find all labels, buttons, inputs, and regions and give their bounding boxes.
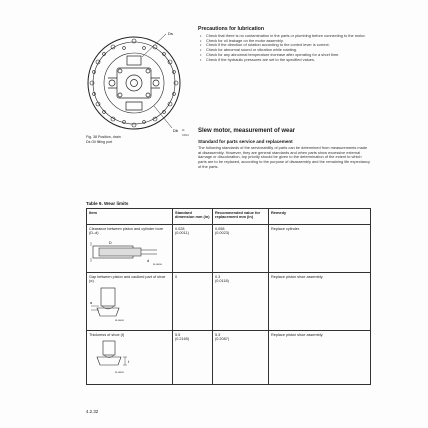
- list-item: • Check that there is no contamination in the parts or plumbing before connecting to the motor.: [206, 34, 366, 39]
- cell-standard: 0.028 (0.0011): [173, 225, 213, 273]
- list-item: • Check for any abnormal temperature increase after operating for a short time.: [206, 53, 366, 58]
- header-remedy: Remedy: [269, 209, 371, 225]
- precautions-title: Precautions for lubrication: [198, 26, 265, 32]
- fig-ref: W-16626: [115, 319, 124, 322]
- fig-label-alpha: α: [90, 300, 93, 305]
- cell-remedy: Replace cylinder.: [269, 225, 371, 273]
- cell-standard: 0: [173, 273, 213, 331]
- table-header-row: [87, 209, 371, 225]
- shoe-thickness-figure: [89, 339, 171, 375]
- header-standard: Standard dimension mm (in): [173, 209, 213, 225]
- section-title: Slew motor, measurement of wear: [198, 128, 296, 134]
- cell-recommended: 0.058 (0.0023): [213, 225, 269, 273]
- wear-limits-table: [86, 208, 371, 385]
- label-db: Db: [173, 128, 179, 133]
- cell-standard: 5.5 (0.2165): [173, 331, 213, 385]
- fig-ref: W-16625: [115, 372, 124, 374]
- cell-item: Gap between piston and caulked part of shoe (α) α W-16626: [87, 273, 173, 331]
- label-ds: Ds: [168, 31, 173, 36]
- figure-caption: Fig. 38 Position, drain Ds Oil filling port W-16624: [86, 129, 189, 144]
- piston-shoe-gap-figure: [89, 286, 171, 322]
- table-row: [87, 331, 371, 385]
- list-item: • Check for abnormal sound or vibration while rotating.: [206, 48, 366, 53]
- slew-motor-figure: [82, 26, 192, 136]
- cell-recommended: 0.3 (0.0118): [213, 273, 269, 331]
- piston-cylinder-figure: [89, 238, 171, 266]
- section-subtitle: Standard for parts service and replacement: [198, 139, 293, 144]
- wear-section: [198, 128, 370, 170]
- fig-label-d-lower: d: [147, 258, 149, 263]
- header-item: Item: [87, 209, 173, 225]
- list-item: • Check if the direction of rotation according to the control lever is correct.: [206, 43, 366, 48]
- cell-remedy: Replace piston shoe assembly.: [269, 273, 371, 331]
- list-item: • Check if the hydraulic pressures are set to the specified values.: [206, 58, 366, 63]
- figure-ref-code: W-16624: [182, 129, 189, 137]
- cell-recommended: 5.3 (0.2087): [213, 331, 269, 385]
- cell-item: Thickness of shoe (t) t W-16625: [87, 331, 173, 385]
- page-number: 4.2.32: [86, 409, 99, 414]
- section-paragraph: The following standards of the serviceability of parts can be determined from measurements made at disassembly. However, they are general standards and when parts show excessive external damage or discoloration, top priority should be given to the determination of the extent to which parts are to be replaced, according to the purpose of disassembly and the remaining life expectancy of the parts.: [198, 145, 370, 169]
- precautions-list: [198, 34, 366, 62]
- cell-item: Clearance between piston and cylinder bore (D–d) D d W-16616: [87, 225, 173, 273]
- table-row: [87, 225, 371, 273]
- fig-label-d-upper: D: [109, 240, 112, 245]
- table-title: Table 9. Wear limits: [86, 201, 129, 206]
- fig-label-t: t: [128, 360, 129, 364]
- table-row: [87, 273, 371, 331]
- header-recommended: Recommended value for replacement mm (in): [213, 209, 269, 225]
- precautions-block: [198, 26, 366, 62]
- cell-remedy: Replace piston shoe assembly.: [269, 331, 371, 385]
- list-item: • Check for oil leakage on the motor assembly.: [206, 39, 366, 44]
- fig-ref: W-16616: [153, 263, 162, 266]
